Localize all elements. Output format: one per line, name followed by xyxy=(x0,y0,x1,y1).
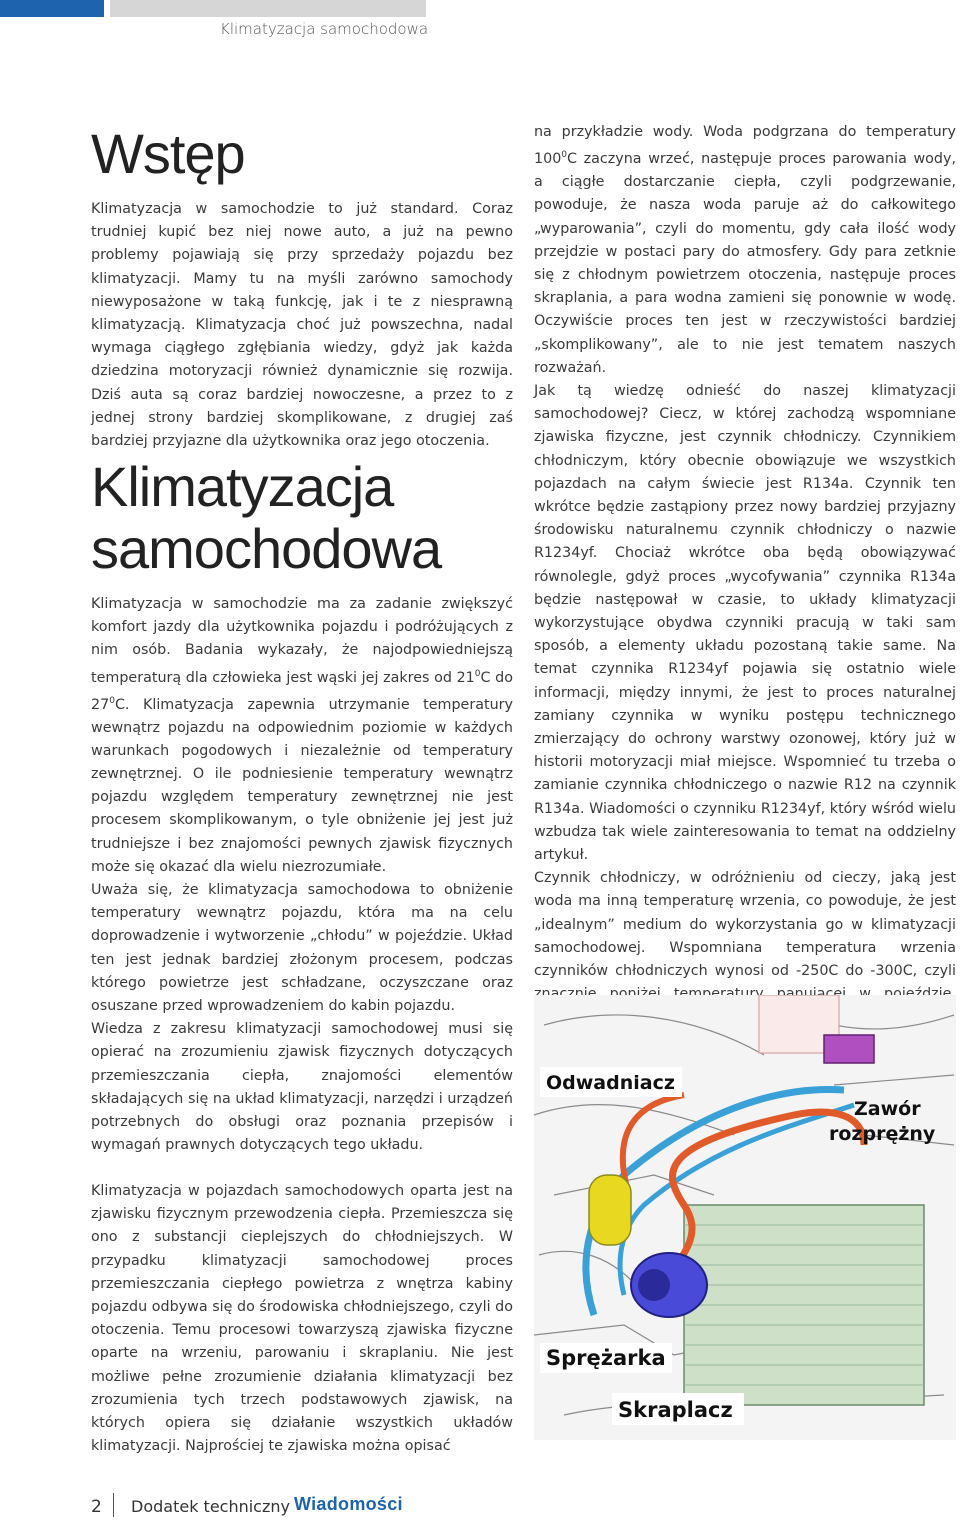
p1-sup-a: 0 xyxy=(474,668,481,679)
running-header: Klimatyzacja samochodowa xyxy=(220,20,429,38)
footer-divider xyxy=(113,1493,114,1517)
r1-sup: 0 xyxy=(561,150,568,161)
compressor-clutch xyxy=(638,1269,670,1301)
right-text-column xyxy=(534,121,956,1053)
intro-text xyxy=(91,198,513,453)
ac-paragraph-3: Wiedza z zakresu klimatyzacji samochodowej musi się opierać na zrozumieniu zjawisk fizycznych dotyczących przemieszczania ciepła, znajomości elementów składających się na układ klimatyzacji, narzędzi i urządzeń potrzebnych do obsługi oraz poznania przepisów i wymagań prawnych dotyczących tego układu. xyxy=(91,1021,513,1154)
p1-text-b: C do 27 xyxy=(91,669,513,713)
section-title-ac-line1: Klimatyzacja xyxy=(91,455,394,518)
right-paragraph-3: Czynnik chłodniczy, w odróżnieniu od cieczy, jaką jest woda ma inną temperaturę wrzenia, co powoduje, że jest „idealnym” medium do wykorzystania go w klimatyzacji samochodowej. Wspomniana temperatura wrzenia czynników chłodniczych wynosi od -250C do -300C, czyli xyxy=(534,870,956,980)
ac-system-diagram xyxy=(534,995,956,1440)
intro-paragraph: Klimatyzacja w samochodzie to już standard. Coraz trudniej kupić bez niej nowe auto, a już na pewno problemy pojawiają się przy sprzedaży pojazdu bez klimatyzacji. Mamy tu na myśli zarówno samochody niewyposażone w taką funkcję, jak i te z niesprawną klimatyzacją. Klimatyzacja choć już powszechna, nadal wymaga ciągłego zgłębiania wiedzy, gdyż jak każda dziedzina motoryzacji również dynamicznie się rozwija. Dziś auta są coraz bardziej nowoczesne, a przez to z jednej strony bardziej skomplikowane, z drugiej zaś bardziej przyjazne dla użytkownika oraz jego otoczenia. xyxy=(91,201,513,450)
section-title-ac xyxy=(91,456,441,580)
ac-paragraph-4: Klimatyzacja w pojazdach samochodowych oparta jest na zjawisku fizycznym przewodzenia ciepła. Przemieszcza się ono z substancji cieplejszych do chłodniejszych. W przypadku klimatyzacji samochodowej proces przemieszczania ciepłego powietrza z wnętrza kabiny pojazdu odbywa się do środowiska chłodniejszego, czyli do otoczenia. Temu procesowi towarzyszą zjawiska fizyczne oparte na wrzeniu, parowaniu i skraplaniu. Nie jest możliwe pełne zrozumienie działania klimatyzacji bez zrozumienia tych trzech podstawowych zjawisk, na których opiera się działanie wszystkich układów klimatyzacji. Najprościej te zjawiska można opisać xyxy=(91,1183,513,1455)
page-number: 2 xyxy=(91,1497,102,1517)
label-compressor: Sprężarka xyxy=(546,1346,666,1370)
ac-paragraph-2: Uważa się, że klimatyzacja samochodowa to obniżenie temperatury wewnątrz pojazdu, która ma na celu doprowadzenie i wytworzenie „chłodu” w pojeździe. Układ ten jest jednak bardziej złożonym procesem, podczas którego powietrze jest schładzane, oczyszczane oraz osuszane przed wprowadzeniem do kabin pojazdu. xyxy=(91,881,513,1014)
section-title-ac-line2: samochodowa xyxy=(91,517,442,580)
publication-name: Dodatek techniczny xyxy=(131,1497,290,1516)
expansion-valve xyxy=(824,1035,874,1063)
top-bar-gray xyxy=(110,0,426,17)
r1-text-a: na przykładzie wody. Woda podgrzana do temperatury 100 xyxy=(534,124,956,167)
ac-text-column xyxy=(91,593,513,1157)
drier-canister xyxy=(589,1175,631,1245)
ac-text-bottom xyxy=(91,1180,513,1458)
brand-logo: Wiadomości xyxy=(294,1494,403,1514)
top-bar-blue xyxy=(0,0,104,17)
ac-diagram-svg xyxy=(534,995,956,1440)
section-title-intro: Wstęp xyxy=(91,122,245,185)
right-paragraph-2: Jak tą wiedzę odnieść do naszej klimatyzacji samochodowej? Ciecz, w której zachodzą wspomniane zjawiska fizyczne, jest czynnik chłodniczy. Czynnikiem chłodniczym, który obecnie obowiązuje we wszystkich pojazdach na całym świecie jest R134a. Czynnik ten wkrótce będzie zastąpiony przez nowy bardziej przyjazny środowisku naturalnemu czynnik chłodniczy o nazwie R1234yf. Chociaż wkrótce oba będą obowiązywać równolegle, gdyż proces „wycofywania” czynnika R134a będzie następował w czasie, to układy klimatyzacji wykorzystujące obydwa czynniki pracują w taki sam sposób, a elementy układu pozostaną takie same. Na temat czynnika R1234yf pojawia się ostatnio wiele informacji, między innymi, że jest to proces naturalnej zamiany czynnika w wyniku postępu technicznego zmierzający do ochrony warstwy ozonowej, który już w historii motoryzacji miał miejsce. Wspomnieć tu trzeba o zamianie czynnika chłodniczego o nazwie R12 na czynnik R134a. Wiadomości o czynniku R1234yf, który wśród wielu wzbudza tak wiele zainteresowania to temat na oddzielny artykuł. xyxy=(534,383,956,864)
label-valve-line1: Zawór xyxy=(854,1098,921,1120)
p1-sup-b: 0 xyxy=(109,695,115,706)
label-condenser: Skraplacz xyxy=(618,1398,733,1422)
right-paragraph-1 xyxy=(534,121,956,380)
label-drier: Odwadniacz xyxy=(546,1072,675,1094)
p1-text-c: C. Klimatyzacja zapewnia utrzymanie temperatury wewnątrz pojazdu na odpowiednim poziomie w każdych warunkach pogodowych i niezależnie od temperatury zewnętrznej. O ile podniesienie temperatury wewnątrz pojazdu względem temperatury zewnętrznej nie jest procesem skomplikowanym, o tyle obniżenie jej jest już trudniejsze i bez znajomości pewnych zjawisk fizycznych może się okazać dla wielu niezrozumiałe. xyxy=(91,696,513,875)
label-valve-line2: rozprężny xyxy=(829,1123,936,1145)
p1-text-a: Klimatyzacja w samochodzie ma za zadanie zwiększyć komfort jazdy dla użytkownika pojazdu i podróżujących z nim osób. Badania wykazały, że najodpowiedniejszą temperaturą dla człowieka jest wąski jej zakres od 21 xyxy=(91,596,513,686)
ac-paragraph-1 xyxy=(91,593,513,879)
r1-text-b: C zaczyna wrzeć, następuje proces parowania wody, a ciągłe dostarczanie ciepła, czyli podgrzewanie, powoduje, że nasza woda paruje aż do całkowitego „wyparowania”, czyli do momentu, gdy cała ilość wody przejdzie w postaci pary do atmosfery. Gdy para zetknie się z chłodnym powietrzem otoczenia, następuje proces skraplania, a para wodna zamieni się ponownie w wodę. Oczywiście proces ten jest w rzeczywistości bardziej „skomplikowany”, ale to nie jest tematem naszych rozważań. xyxy=(534,150,956,376)
